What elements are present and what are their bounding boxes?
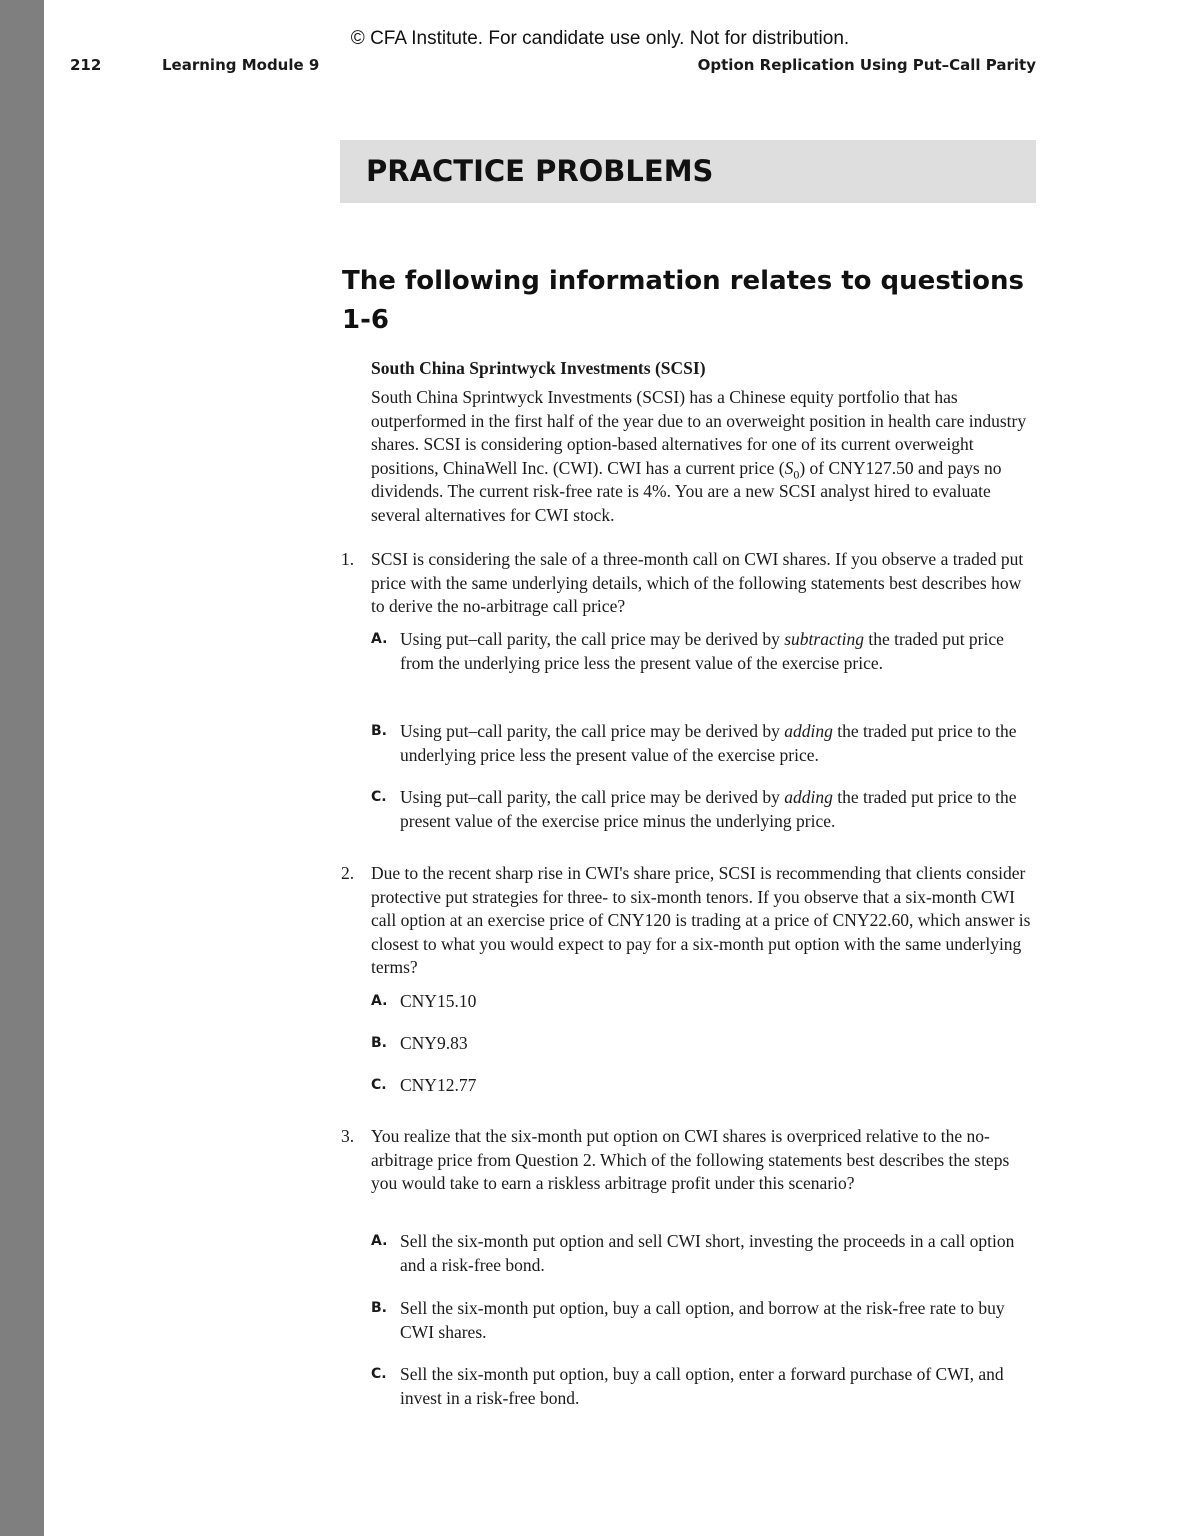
- option-letter: A.: [371, 1233, 388, 1249]
- option-text: Sell the six-month put option and sell CWI short, investing the proceeds in a call option and a risk-free bond.: [400, 1231, 1015, 1275]
- option-letter: B.: [371, 723, 387, 739]
- option-text: [400, 628, 1036, 675]
- chapter-title: Option Replication Using Put–Call Parity: [697, 56, 1036, 74]
- option-a: [371, 1230, 1036, 1277]
- option-text: [400, 786, 1036, 833]
- option-text: Sell the six-month put option, buy a call option, enter a forward purchase of CWI, and invest in a risk-free bond.: [400, 1364, 1004, 1408]
- section-banner: [340, 140, 1036, 203]
- option-a: [371, 990, 1036, 1014]
- question-1: [341, 548, 1036, 831]
- price-variable: S: [784, 457, 794, 478]
- option-text-tail: the traded put price from the underlying price less the present value of the exercise price.: [400, 629, 1004, 673]
- module-label: Learning Module 9: [162, 56, 320, 74]
- distribution-notice: © CFA Institute. For candidate use only. Not for distribution.: [350, 28, 850, 49]
- option-b: [371, 1032, 1036, 1056]
- option-text: CNY9.83: [400, 1033, 468, 1053]
- option-text-lead: Using put–call parity, the call price may be derived by: [400, 629, 785, 649]
- question-stem: SCSI is considering the sale of a three-month call on CWI shares. If you observe a traded put price with the same underlying details, which of the following statements best describes how to derive the no-arbitrage call price?: [371, 549, 1024, 616]
- option-letter: B.: [371, 1300, 387, 1316]
- option-c: [371, 786, 1036, 833]
- option-emphasis: adding: [784, 721, 833, 741]
- option-text: CNY15.10: [400, 991, 477, 1011]
- option-text-lead: Using put–call parity, the call price may be derived by: [400, 787, 785, 807]
- option-b: [371, 1297, 1036, 1344]
- option-c: [371, 1363, 1036, 1410]
- case-text-part-2: ) of CNY127.50 and pays no dividends. The current risk-free rate is 4%. You are a new SCSI analyst hired to evaluate several alternatives for CWI stock.: [371, 457, 1002, 525]
- question-3: [341, 1125, 1036, 1408]
- option-letter: C.: [371, 1077, 387, 1093]
- running-header: [70, 56, 1036, 78]
- price-subscript: 0: [793, 467, 800, 481]
- question-number: 3.: [341, 1126, 355, 1146]
- option-letter: C.: [371, 789, 387, 805]
- option-text-tail: the traded put price to the present value of the exercise price minus the underlying price.: [400, 787, 1017, 831]
- case-title: South China Sprintwyck Investments (SCSI): [371, 358, 706, 378]
- question-number: 2.: [341, 863, 355, 883]
- option-emphasis: adding: [784, 787, 833, 807]
- option-emphasis: subtracting: [784, 629, 864, 649]
- question-set-heading: The following information relates to questions 1-6: [342, 266, 1024, 335]
- question-number: 1.: [341, 549, 355, 569]
- question-stem: Due to the recent sharp rise in CWI's share price, SCSI is recommending that clients consider protective put strategies for three- to six-month tenors. If you observe that a six-month CWI call option at an exercise price of CNY120 is trading at a price of CNY22.60, which answer is closest to what you would expect to pay for a six-month put option with the same underlying terms?: [371, 863, 1031, 977]
- option-a: [371, 628, 1036, 675]
- option-c: [371, 1074, 1036, 1098]
- option-letter: B.: [371, 1035, 387, 1051]
- option-letter: A.: [371, 631, 388, 647]
- option-letter: C.: [371, 1366, 387, 1382]
- question-stem: You realize that the six-month put option on CWI shares is overpriced relative to the no-arbitrage price from Question 2. Which of the following statements best describes the steps you would take to earn a riskless arbitrage profit under this scenario?: [371, 1126, 1010, 1193]
- case-text-part-1: South China Sprintwyck Investments (SCSI) has a Chinese equity portfolio that has outperformed in the first half of the year due to an overweight position in health care industry shares. SCSI is considering option-based alternatives for one of its current overweight positions, ChinaWell Inc. (CWI). CWI has a current price (: [371, 387, 1027, 478]
- option-letter: A.: [371, 993, 388, 1009]
- option-text: [400, 720, 1036, 767]
- page-number: 212: [70, 56, 102, 74]
- page-edge-strip: [0, 0, 44, 1536]
- option-text-lead: Using put–call parity, the call price may be derived by: [400, 721, 785, 741]
- option-b: [371, 720, 1036, 767]
- option-text: CNY12.77: [400, 1075, 477, 1095]
- option-text-tail: the traded put price to the underlying price less the present value of the exercise price.: [400, 721, 1017, 765]
- question-2: [341, 862, 1036, 1095]
- section-title: PRACTICE PROBLEMS: [366, 154, 714, 188]
- option-text: Sell the six-month put option, buy a call option, and borrow at the risk-free rate to buy CWI shares.: [400, 1298, 1005, 1342]
- case-description: [371, 386, 1036, 527]
